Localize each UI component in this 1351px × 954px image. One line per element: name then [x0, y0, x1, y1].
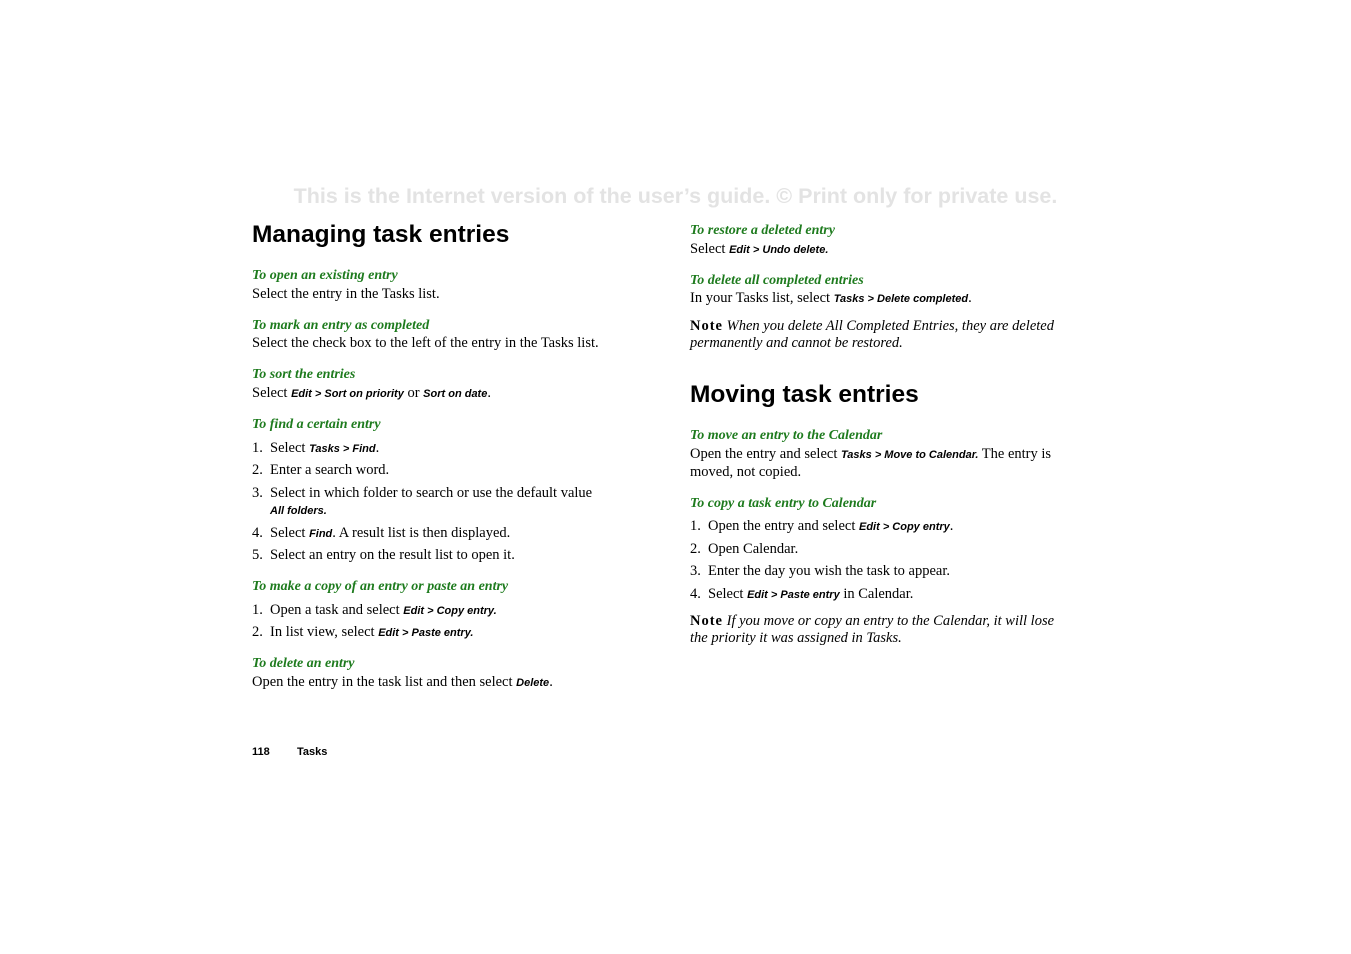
text-fragment: Select	[252, 385, 292, 401]
list-item	[690, 562, 950, 580]
note-text: If you move or copy an entry to the Calendar, it will lose	[726, 613, 1055, 629]
subheading-copy-calendar: To copy a task entry to Calendar	[690, 496, 877, 511]
text-fragment: Select	[270, 440, 310, 456]
note-label: Note	[690, 613, 723, 629]
menu-path: Sort on date	[423, 388, 488, 400]
menu-path: Tasks > Find	[309, 443, 376, 455]
menu-path: All folders	[270, 505, 324, 517]
text-fragment: .	[949, 518, 954, 534]
text-fragment: Select	[270, 525, 310, 541]
list-item	[252, 546, 515, 564]
text-fragment: Open the entry and select	[690, 446, 841, 462]
text-fragment: .	[487, 385, 491, 401]
text-fragment: The entry is	[978, 446, 1052, 462]
menu-path: Edit > Paste entry	[747, 589, 840, 601]
menu-path: Edit > Copy entry	[858, 521, 950, 533]
list-number: 2.	[252, 462, 263, 478]
text-fragment: Select	[708, 586, 748, 602]
note-text: When you delete All Completed Entries, they are deleted	[726, 318, 1054, 334]
list-item	[690, 540, 798, 558]
list-number: 2.	[252, 624, 263, 640]
page-title-moving: Moving task entries	[690, 381, 919, 408]
text-fragment: in Calendar.	[839, 586, 914, 602]
subheading-open-entry: To open an existing entry	[252, 268, 398, 283]
subheading-delete: To delete an entry	[252, 656, 355, 671]
subheading-mark-completed: To mark an entry as completed	[252, 318, 430, 333]
list-item	[252, 524, 510, 543]
subheading-find: To find a certain entry	[252, 417, 381, 432]
text-fragment: In your Tasks list, select	[690, 290, 834, 306]
list-number: 2.	[690, 541, 701, 557]
note-calendar-priority	[690, 612, 1054, 630]
list-item	[690, 585, 913, 604]
menu-path: Tasks > Move to Calendar.	[840, 449, 979, 461]
text-fragment: Enter a search word.	[270, 462, 390, 478]
text-fragment: . A result list is then displayed.	[332, 525, 511, 541]
subheading-restore: To restore a deleted entry	[690, 223, 835, 238]
page-title-managing: Managing task entries	[252, 221, 510, 248]
note-label: Note	[690, 318, 723, 334]
menu-path: Tasks > Delete completed	[833, 293, 969, 305]
text-fragment: .	[375, 440, 380, 456]
list-number: 5.	[252, 547, 263, 563]
menu-path: Delete	[516, 677, 550, 689]
paragraph-move-calendar	[690, 445, 1051, 464]
list-item	[252, 601, 497, 620]
text-fragment: In list view, select	[270, 624, 379, 640]
list-number: 4.	[252, 525, 263, 541]
section-name: Tasks	[297, 746, 328, 758]
paragraph-mark-completed: Select the check box to the left of the entry in the Tasks list.	[252, 335, 599, 351]
list-item	[252, 439, 379, 458]
paragraph-sort	[252, 384, 491, 403]
text-fragment: Select an entry on the result list to open it.	[270, 547, 515, 563]
text-fragment: .	[968, 290, 972, 306]
list-item	[252, 484, 592, 502]
watermark: This is the Internet version of the user’s guide. © Print only for private use.	[293, 184, 1058, 208]
paragraph-delete-completed	[690, 289, 972, 308]
list-item	[252, 623, 473, 642]
text-fragment: Open Calendar.	[708, 541, 799, 557]
list-item-continuation	[252, 501, 327, 520]
text-fragment: Open a task and select	[270, 602, 404, 618]
page-footer	[252, 746, 327, 758]
subheading-sort: To sort the entries	[252, 367, 356, 382]
paragraph-delete	[252, 673, 553, 692]
menu-path: Edit > Sort on priority	[291, 388, 404, 400]
paragraph-open-entry: Select the entry in the Tasks list.	[252, 286, 440, 302]
note-delete-completed	[690, 317, 1054, 335]
list-number: 3.	[252, 485, 263, 501]
menu-path: Edit > Copy entry.	[403, 605, 497, 617]
note-delete-completed-line2: permanently and cannot be restored.	[690, 335, 903, 351]
text-fragment: Select	[690, 241, 730, 257]
list-number: 1.	[252, 602, 263, 618]
list-number: 4.	[690, 586, 701, 602]
text-fragment: Enter the day you wish the task to appear.	[708, 563, 951, 579]
list-item	[690, 517, 953, 536]
subheading-move-calendar: To move an entry to the Calendar	[690, 428, 883, 443]
subheading-copy-paste: To make a copy of an entry or paste an entry	[252, 579, 509, 594]
text-fragment: Select in which folder to search or use the default value	[270, 485, 593, 501]
list-number: 1.	[690, 518, 701, 534]
subheading-delete-completed: To delete all completed entries	[690, 273, 864, 288]
list-item	[252, 461, 389, 479]
page-number: 118	[252, 746, 270, 758]
text-fragment: Open the entry and select	[708, 518, 859, 534]
note-calendar-priority-line2: the priority it was assigned in Tasks.	[690, 630, 902, 646]
menu-path: Edit > Paste entry.	[378, 627, 474, 639]
list-number: 1.	[252, 440, 263, 456]
list-number: 3.	[690, 563, 701, 579]
text-fragment: or	[403, 385, 424, 401]
paragraph-move-calendar-line2: moved, not copied.	[690, 464, 802, 480]
text-fragment: Open the entry in the task list and then select	[252, 674, 517, 690]
menu-path: Edit > Undo delete.	[729, 244, 829, 256]
text-fragment: .	[549, 674, 553, 690]
text-fragment: .	[323, 505, 327, 517]
paragraph-restore	[690, 240, 828, 259]
menu-path: Find	[309, 528, 333, 540]
